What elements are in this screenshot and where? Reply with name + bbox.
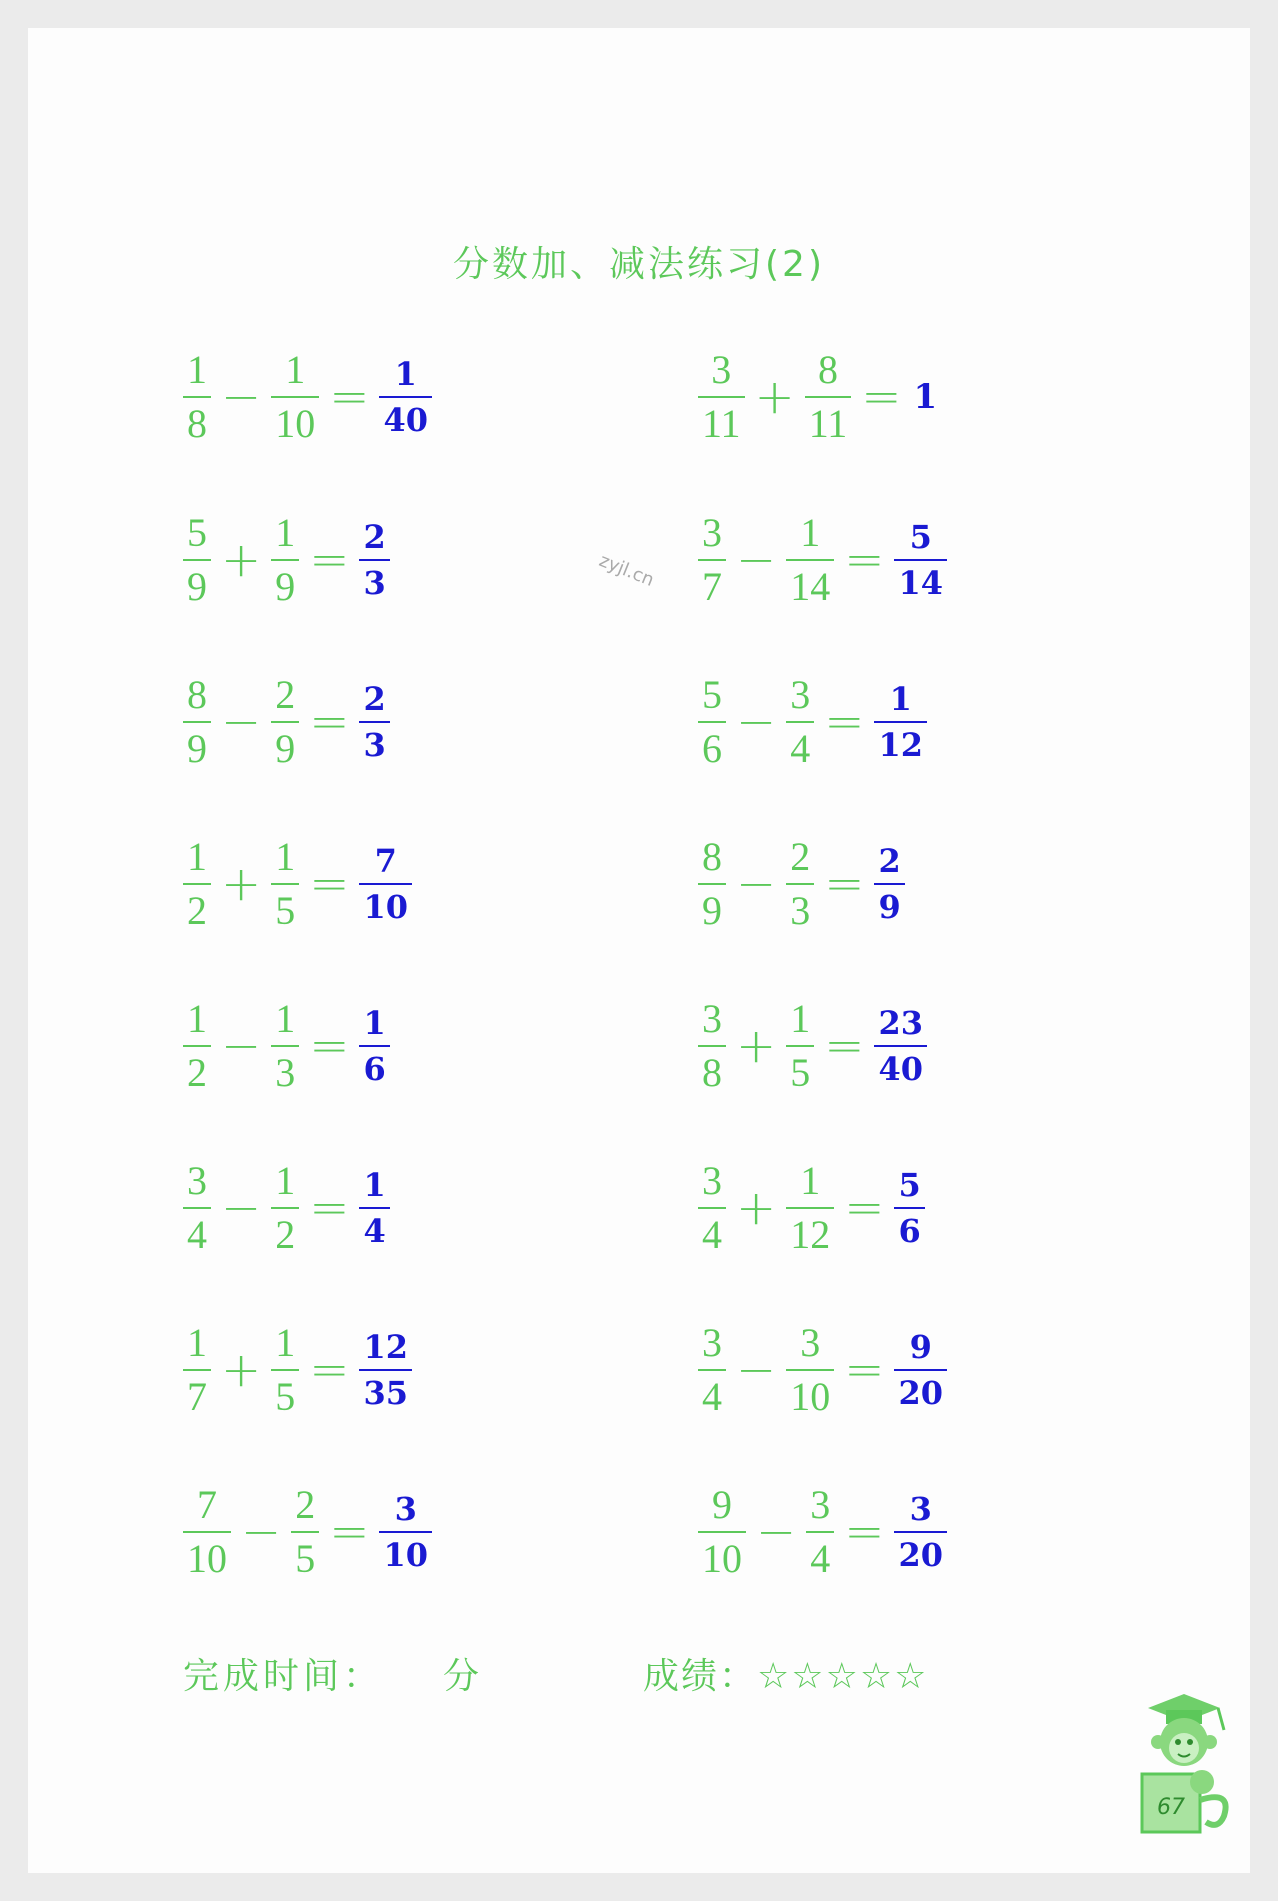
numerator: 2 — [363, 518, 386, 556]
numerator: 1 — [790, 996, 811, 1041]
operand-fraction — [698, 510, 726, 609]
problem — [698, 510, 947, 609]
operand-fraction — [786, 834, 814, 933]
numerator: 1 — [187, 347, 207, 392]
denominator: 35 — [359, 1369, 412, 1409]
numerator: 2 — [790, 834, 811, 879]
page-number: 67 — [1157, 1795, 1185, 1820]
numerator: 5 — [898, 1166, 921, 1204]
equals-sign: = — [309, 694, 350, 750]
numerator: 3 — [790, 672, 811, 717]
operand-fraction — [786, 1320, 834, 1419]
problem — [183, 996, 390, 1095]
denominator: 40 — [874, 1045, 927, 1085]
denominator: 6 — [698, 721, 726, 769]
denominator: 11 — [805, 396, 852, 444]
numerator: 5 — [187, 510, 207, 555]
denominator: 3 — [359, 721, 389, 761]
numerator: 1 — [275, 510, 296, 555]
numerator: 23 — [878, 1004, 923, 1042]
denominator: 3 — [359, 559, 389, 599]
operand-fraction — [698, 834, 726, 933]
numerator: 2 — [878, 842, 901, 880]
operand-fraction — [805, 347, 852, 446]
numerator: 3 — [711, 347, 732, 392]
denominator: 3 — [271, 1045, 299, 1093]
denominator: 8 — [183, 396, 211, 444]
denominator: 8 — [698, 1045, 726, 1093]
equals-sign: = — [824, 1018, 865, 1074]
denominator: 7 — [698, 559, 726, 607]
denominator: 9 — [874, 883, 904, 923]
operand-fraction — [271, 672, 299, 771]
operand-fraction — [183, 1482, 231, 1581]
score-stars: ☆☆☆☆☆ — [757, 1656, 929, 1697]
denominator: 11 — [698, 396, 745, 444]
denominator: 40 — [379, 396, 432, 436]
numerator: 9 — [712, 1482, 732, 1527]
operand-fraction — [183, 347, 211, 446]
denominator: 5 — [271, 1369, 299, 1417]
operand-fraction — [698, 672, 726, 771]
problem — [183, 1158, 390, 1257]
operator-sign: − — [736, 1342, 777, 1398]
numerator: 1 — [800, 1158, 821, 1203]
answer-fraction — [359, 842, 412, 926]
operator-sign: + — [221, 1342, 262, 1398]
operand-fraction — [271, 510, 299, 609]
denominator: 9 — [271, 559, 299, 607]
answer-fraction — [359, 518, 389, 602]
page-title: 分数加、减法练习(2) — [453, 244, 825, 285]
problem — [698, 347, 938, 446]
operator-sign: − — [736, 856, 777, 912]
denominator: 5 — [786, 1045, 814, 1093]
operator-sign: − — [221, 369, 262, 425]
denominator: 14 — [894, 559, 947, 599]
problem — [698, 1482, 947, 1581]
worksheet-page — [28, 28, 1250, 1873]
denominator: 10 — [271, 396, 319, 444]
denominator: 9 — [183, 721, 211, 769]
numerator: 3 — [187, 1158, 207, 1203]
operand-fraction — [786, 510, 834, 609]
operand-fraction — [271, 834, 299, 933]
equals-sign: = — [844, 1180, 885, 1236]
numerator: 1 — [187, 996, 207, 1041]
numerator: 1 — [187, 1320, 207, 1365]
operand-fraction — [183, 1158, 211, 1257]
problem — [183, 510, 390, 609]
numerator: 8 — [702, 834, 722, 879]
denominator: 4 — [806, 1531, 834, 1579]
denominator: 7 — [183, 1369, 211, 1417]
numerator: 7 — [374, 842, 397, 880]
denominator: 2 — [271, 1207, 299, 1255]
denominator: 14 — [786, 559, 834, 607]
problem — [183, 672, 390, 771]
equals-sign: = — [824, 694, 865, 750]
numerator: 1 — [285, 347, 306, 392]
denominator: 4 — [183, 1207, 211, 1255]
denominator: 10 — [359, 883, 412, 923]
operand-fraction — [183, 834, 211, 933]
operator-sign: + — [754, 369, 795, 425]
numerator: 1 — [275, 996, 296, 1041]
equals-sign: = — [844, 1504, 885, 1560]
operator-sign: − — [736, 694, 777, 750]
problem — [183, 834, 412, 933]
equals-sign: = — [309, 532, 350, 588]
denominator: 3 — [786, 883, 814, 931]
equals-sign: = — [329, 369, 370, 425]
numerator: 1 — [889, 680, 912, 718]
operand-fraction — [271, 1320, 299, 1419]
problem — [698, 1320, 947, 1419]
numerator: 12 — [363, 1328, 408, 1366]
numerator: 8 — [817, 347, 838, 392]
operand-fraction — [698, 1320, 726, 1419]
answer-fraction — [874, 1004, 927, 1088]
equals-sign: = — [861, 369, 902, 425]
problem — [698, 1158, 925, 1257]
answer-fraction — [874, 842, 904, 926]
operator-sign: − — [221, 1180, 262, 1236]
answer-fraction — [359, 1166, 389, 1250]
equals-sign: = — [309, 1018, 350, 1074]
numerator: 5 — [909, 518, 932, 556]
operand-fraction — [806, 1482, 834, 1581]
operator-sign: + — [736, 1180, 777, 1236]
operator-sign: − — [221, 1018, 262, 1074]
operand-fraction — [183, 1320, 211, 1419]
numerator: 5 — [702, 672, 722, 717]
denominator: 6 — [894, 1207, 924, 1247]
operand-fraction — [183, 672, 211, 771]
operand-fraction — [698, 1482, 746, 1581]
operand-fraction — [271, 996, 299, 1095]
numerator: 2 — [275, 672, 296, 717]
operand-fraction — [786, 672, 814, 771]
denominator: 20 — [894, 1531, 947, 1571]
operand-fraction — [183, 510, 211, 609]
numerator: 9 — [909, 1328, 932, 1366]
problem — [183, 347, 432, 446]
denominator: 4 — [359, 1207, 389, 1247]
operand-fraction — [698, 1158, 726, 1257]
monkey-mascot-icon — [1128, 1690, 1240, 1840]
denominator: 2 — [183, 883, 211, 931]
numerator: 7 — [197, 1482, 217, 1527]
answer-fraction — [874, 680, 927, 764]
watermark: zyjl.cn — [596, 550, 657, 591]
answer-fraction — [379, 355, 432, 439]
operand-fraction — [698, 347, 745, 446]
denominator: 2 — [183, 1045, 211, 1093]
operand-fraction — [271, 347, 319, 446]
numerator: 3 — [909, 1490, 932, 1528]
numerator: 8 — [187, 672, 207, 717]
numerator: 1 — [187, 834, 207, 879]
problem — [698, 996, 927, 1095]
denominator: 10 — [786, 1369, 834, 1417]
numerator: 3 — [702, 1158, 722, 1203]
operand-fraction — [786, 1158, 834, 1257]
equals-sign: = — [824, 856, 865, 912]
numerator: 3 — [702, 510, 722, 555]
minutes-label: 分 — [443, 1656, 484, 1697]
operand-fraction — [291, 1482, 319, 1581]
numerator: 1 — [275, 834, 296, 879]
denominator: 10 — [379, 1531, 432, 1571]
numerator: 3 — [810, 1482, 831, 1527]
denominator: 9 — [183, 559, 211, 607]
denominator: 6 — [359, 1045, 389, 1085]
operator-sign: + — [221, 856, 262, 912]
problem — [698, 834, 905, 933]
equals-sign: = — [844, 1342, 885, 1398]
numerator: 1 — [363, 1166, 386, 1204]
operand-fraction — [786, 996, 814, 1095]
numerator: 1 — [275, 1158, 296, 1203]
equals-sign: = — [309, 856, 350, 912]
answer-fraction — [894, 1328, 947, 1412]
answer-whole: 1 — [913, 377, 938, 417]
equals-sign: = — [329, 1504, 370, 1560]
answer-fraction — [894, 1490, 947, 1574]
denominator: 10 — [698, 1531, 746, 1579]
denominator: 12 — [786, 1207, 834, 1255]
problem — [698, 672, 927, 771]
equals-sign: = — [844, 532, 885, 588]
denominator: 5 — [291, 1531, 319, 1579]
numerator: 3 — [800, 1320, 821, 1365]
answer-fraction — [359, 680, 389, 764]
score-label — [643, 1648, 928, 1699]
operand-fraction — [698, 996, 726, 1095]
answer-fraction — [894, 1166, 924, 1250]
numerator: 3 — [702, 996, 722, 1041]
denominator: 4 — [786, 721, 814, 769]
numerator: 1 — [363, 1004, 386, 1042]
operator-sign: − — [736, 532, 777, 588]
operand-fraction — [183, 996, 211, 1095]
problem — [183, 1482, 432, 1581]
numerator: 1 — [800, 510, 821, 555]
score-label-text: 成绩： — [643, 1656, 758, 1697]
denominator: 4 — [698, 1369, 726, 1417]
operator-sign: − — [221, 694, 262, 750]
numerator: 2 — [363, 680, 386, 718]
answer-fraction — [379, 1490, 432, 1574]
operator-sign: − — [756, 1504, 797, 1560]
operator-sign: + — [736, 1018, 777, 1074]
numerator: 1 — [394, 355, 417, 393]
numerator: 3 — [702, 1320, 722, 1365]
denominator: 20 — [894, 1369, 947, 1409]
denominator: 12 — [874, 721, 927, 761]
answer-fraction — [894, 518, 947, 602]
answer-fraction — [359, 1328, 412, 1412]
numerator: 2 — [295, 1482, 316, 1527]
equals-sign: = — [309, 1342, 350, 1398]
numerator: 3 — [394, 1490, 417, 1528]
denominator: 9 — [698, 883, 726, 931]
denominator: 9 — [271, 721, 299, 769]
denominator: 10 — [183, 1531, 231, 1579]
operator-sign: + — [221, 532, 262, 588]
answer-fraction — [359, 1004, 389, 1088]
denominator: 5 — [271, 883, 299, 931]
numerator: 1 — [275, 1320, 296, 1365]
problem — [183, 1320, 412, 1419]
equals-sign: = — [309, 1180, 350, 1236]
operand-fraction — [271, 1158, 299, 1257]
operator-sign: − — [241, 1504, 282, 1560]
denominator: 4 — [698, 1207, 726, 1255]
completion-time-label: 完成时间： — [183, 1656, 384, 1697]
